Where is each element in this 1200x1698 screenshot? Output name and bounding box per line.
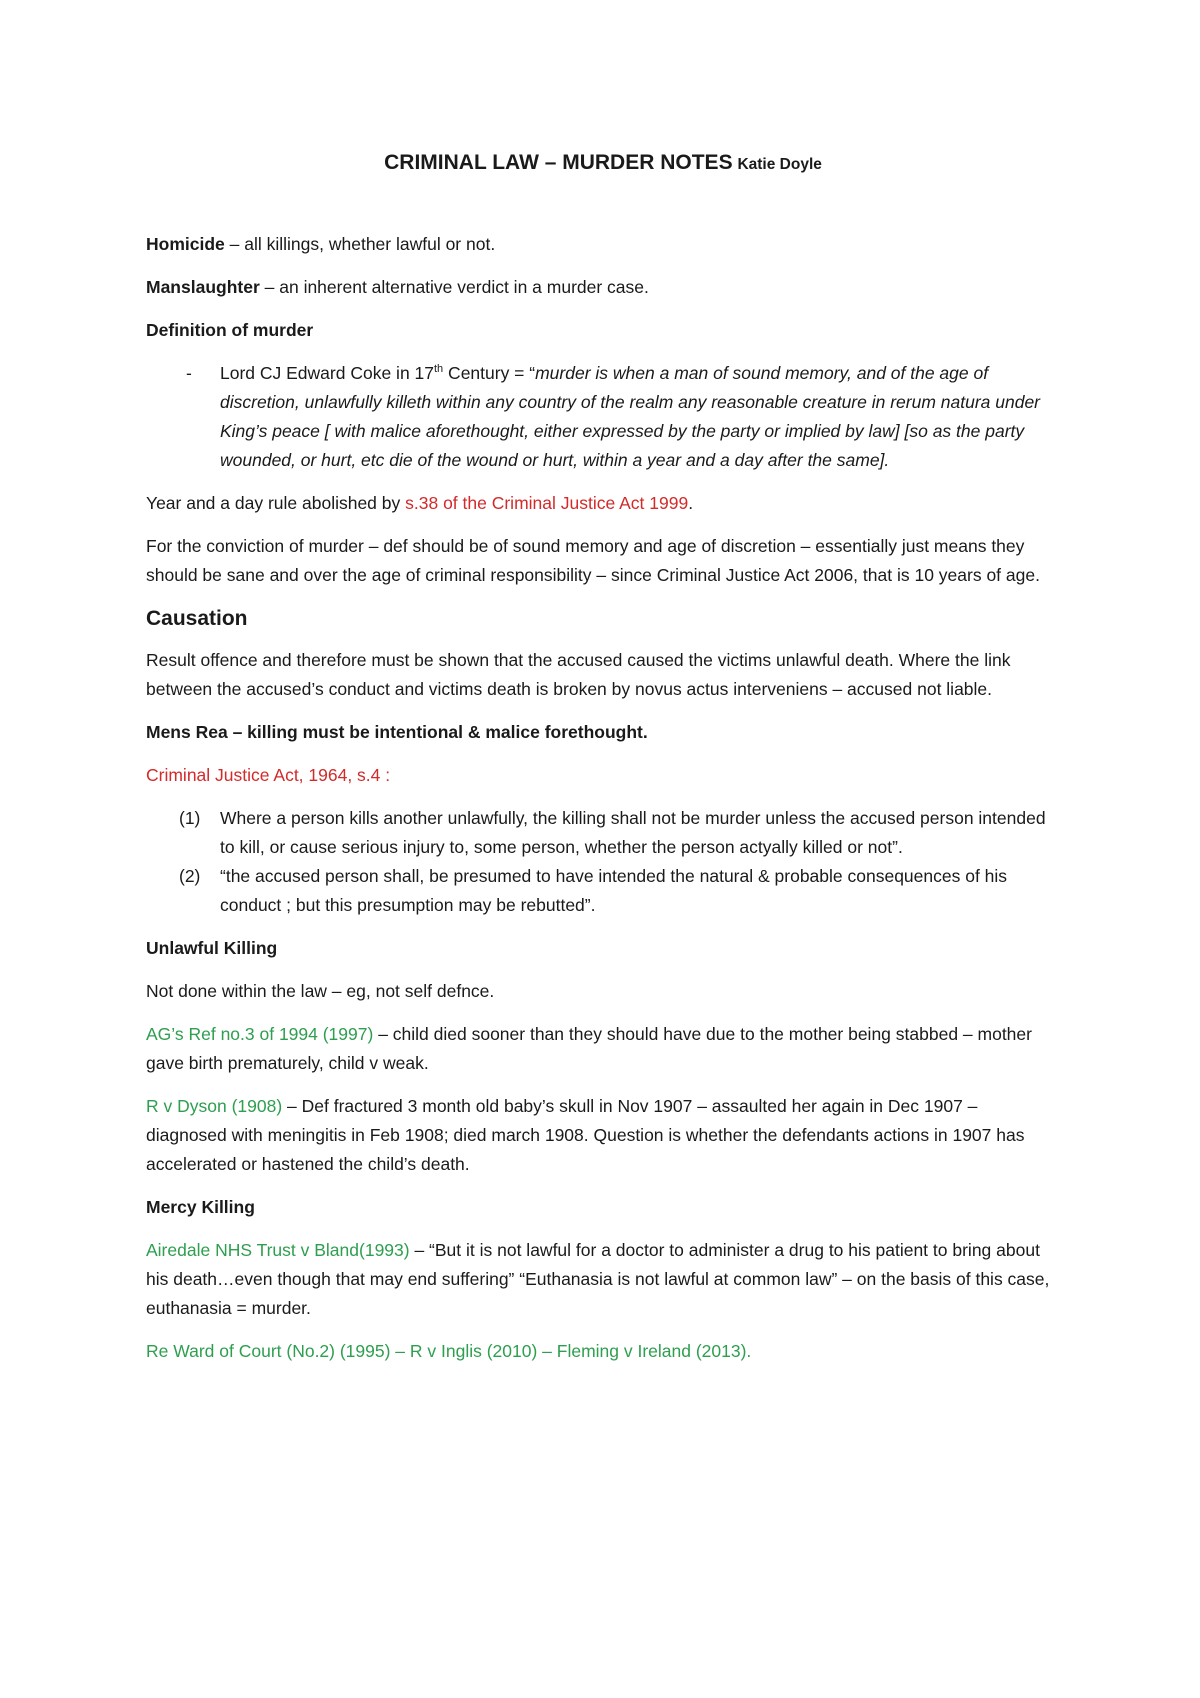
unlawful-killing-heading: Unlawful Killing	[146, 938, 278, 958]
bland-case-text: – “But it is not lawful for a doctor to administer a drug to his patient to bring about his death…even though that may end suffering” “Euthanasia is not lawful at common law” – on the basis of this case, euthanasia = murder.	[146, 1240, 1050, 1318]
manslaughter-term: Manslaughter	[146, 277, 260, 297]
cja-numbered-list	[146, 804, 1060, 920]
coke-sup: th	[434, 363, 444, 376]
conviction-paragraph: For the conviction of murder – def should be of sound memory and age of discretion – essentially just means they should be sane and over the age of criminal responsibility – since Criminal Justice Act 2006, that is 10 years of age.	[146, 536, 1040, 585]
list-item	[146, 804, 1060, 862]
coke-definition-item	[146, 359, 1060, 475]
list-number: (2)	[179, 866, 201, 886]
manslaughter-text: – an inherent alternative verdict in a murder case.	[259, 277, 649, 297]
causation-paragraph: Result offence and therefore must be shown that the accused caused the victims unlawful death. Where the link between the accused’s conduct and victims death is broken by novus actus interveniens – accused not liable.	[146, 650, 1011, 699]
cja-1964-heading: Criminal Justice Act, 1964, s.4 :	[146, 765, 391, 785]
coke-quote: murder is when a man of sound memory, and of the age of discretion, unlawfully killeth within any country of the realm any reasonable creature in rerum natura under King’s peace [ with malice aforethought, either expressed by the party or implied by law] [so as the party wounded, or hurt, etc die of the wound or hurt, within a year and a day after the same].	[220, 363, 1041, 470]
dash-bullet: -	[186, 363, 192, 383]
mens-rea-text: – killing must be intentional & malice forethought.	[227, 722, 648, 742]
coke-lead2: Century = “	[443, 363, 536, 383]
coke-lead: Lord CJ Edward Coke in 17	[220, 363, 434, 383]
homicide-definition	[146, 230, 1060, 259]
year-rule-text: Year and a day rule abolished by	[146, 493, 406, 513]
coke-definition-text	[220, 359, 1060, 475]
mens-rea-line	[146, 718, 1060, 747]
bland-case	[146, 1236, 1060, 1323]
causation-heading: Causation	[146, 607, 248, 630]
year-day-rule	[146, 489, 1060, 518]
homicide-text: – all killings, whether lawful or not.	[224, 234, 496, 254]
unlawful-killing-text: Not done within the law – eg, not self defnce.	[146, 981, 495, 1001]
bland-case-name: Airedale NHS Trust v Bland(1993)	[146, 1240, 410, 1260]
mercy-killing-heading: Mercy Killing	[146, 1197, 255, 1217]
year-rule-end: .	[688, 493, 694, 513]
dyson-case-text: – Def fractured 3 month old baby’s skull in Nov 1907 – assaulted her again in Dec 1907 – diagnosed with meningitis in Feb 1908; died march 1908. Question is whether the defendants actions in 1907 has accelerated or hastened the child’s death.	[146, 1096, 1025, 1174]
title-author: Katie Doyle	[737, 156, 822, 173]
document-title	[146, 148, 1060, 180]
list-item-text: “the accused person shall, be presumed to have intended the natural & probable consequences of his conduct ; but this presumption may be rebutted”.	[220, 866, 1008, 915]
ag-ref-case	[146, 1020, 1060, 1078]
mens-rea-term: Mens Rea	[146, 722, 228, 742]
list-item	[146, 862, 1060, 920]
ag-ref-case-name: AG’s Ref no.3 of 1994 (1997)	[146, 1024, 374, 1044]
manslaughter-definition	[146, 273, 1060, 302]
title-main: CRIMINAL LAW – MURDER NOTES	[384, 151, 733, 174]
definition-heading: Definition of murder	[146, 320, 314, 340]
list-number: (1)	[179, 808, 201, 828]
final-cases-line: Re Ward of Court (No.2) (1995) – R v Inglis (2010) – Fleming v Ireland (2013).	[146, 1341, 752, 1361]
dyson-case-name: R v Dyson (1908)	[146, 1096, 283, 1116]
dyson-case	[146, 1092, 1060, 1179]
list-item-text: Where a person kills another unlawfully, the killing shall not be murder unless the accused person intended to kill, or cause serious injury to, some person, whether the person actyally killed or not”.	[220, 808, 1046, 857]
ag-ref-case-text: – child died sooner than they should have due to the mother being stabbed – mother gave birth prematurely, child v weak.	[146, 1024, 1032, 1073]
homicide-term: Homicide	[146, 234, 225, 254]
year-rule-statute: s.38 of the Criminal Justice Act 1999	[405, 493, 689, 513]
